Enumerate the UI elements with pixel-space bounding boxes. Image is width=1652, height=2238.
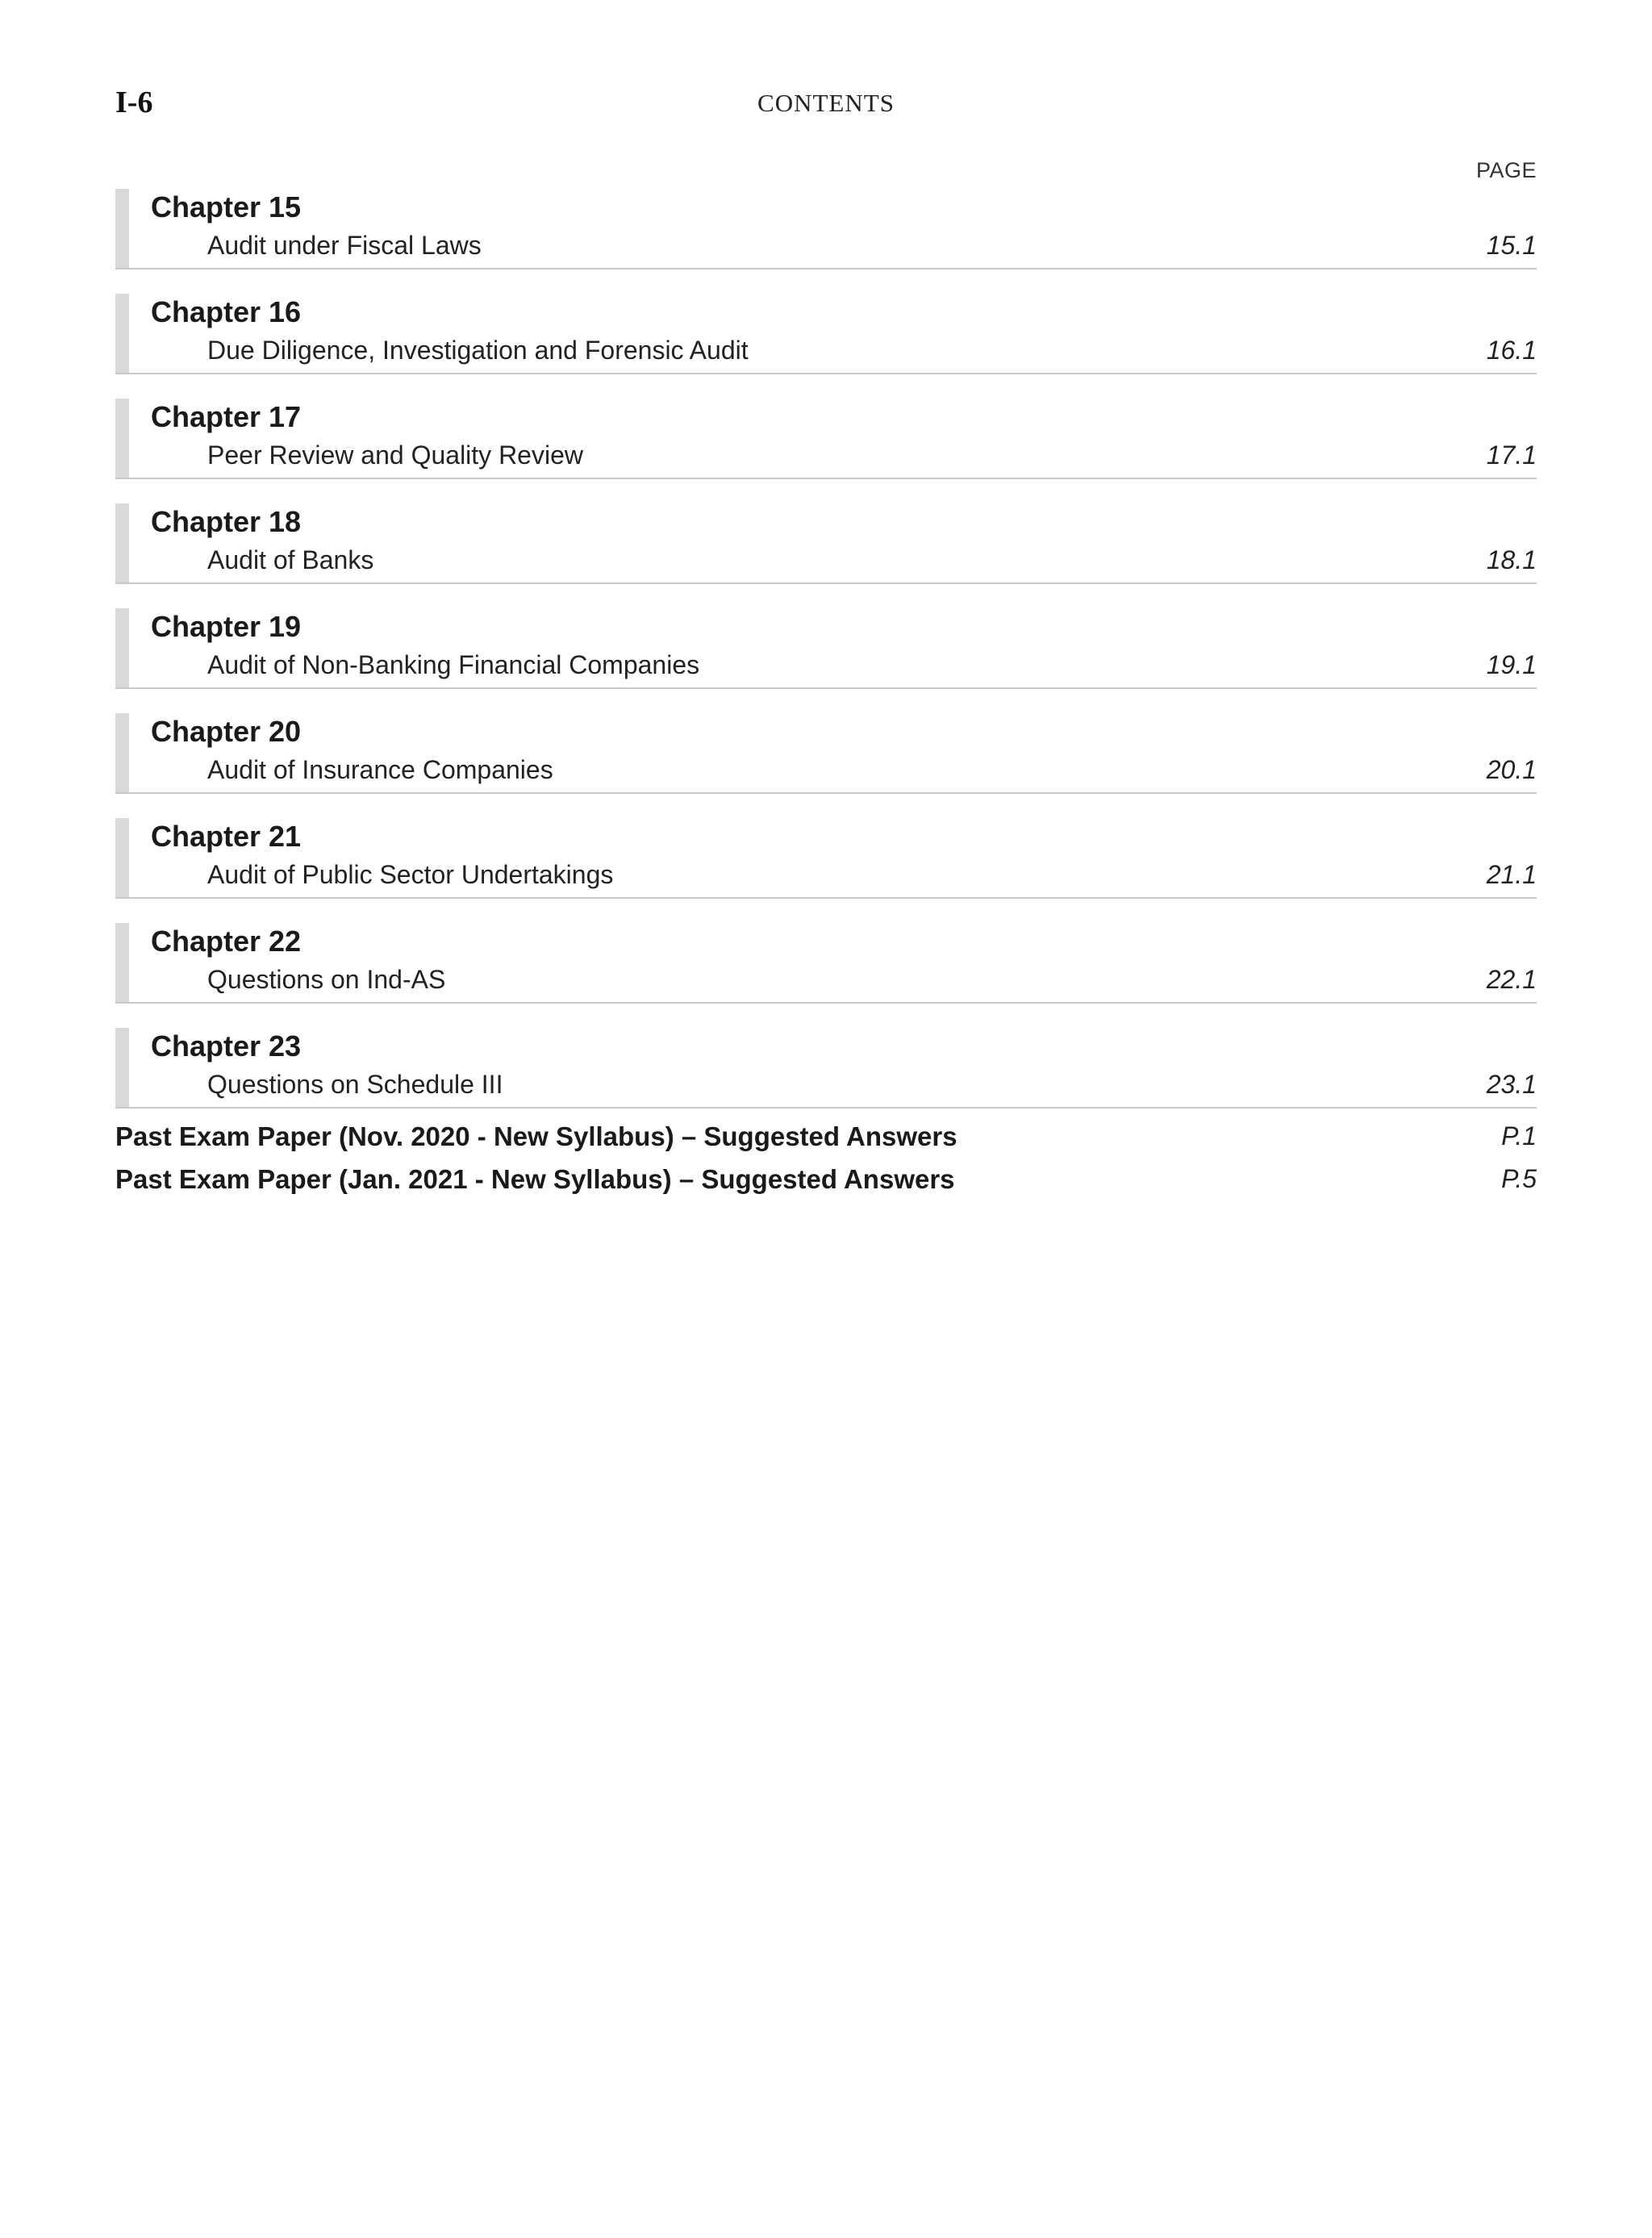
chapter-marker-bar (115, 399, 129, 478)
chapter-marker-bar (115, 189, 129, 268)
chapter-title: Peer Review and Quality Review (207, 441, 583, 470)
chapter-page-number: 16.1 (1486, 336, 1537, 365)
chapter-title: Audit of Insurance Companies (207, 755, 553, 784)
chapter-number: Chapter 16 (151, 295, 302, 328)
chapter-title: Audit of Non-Banking Financial Companies (207, 650, 700, 679)
toc-entry-past-paper-nov-2020[interactable] (115, 1121, 1537, 1164)
chapter-title: Audit of Public Sector Undertakings (207, 860, 614, 889)
toc-entry-chapter-20[interactable] (115, 713, 1537, 794)
toc-entry-chapter-19[interactable] (115, 608, 1537, 689)
chapter-number: Chapter 17 (151, 400, 302, 433)
chapter-number: Chapter 15 (151, 190, 302, 223)
chapter-marker-bar (115, 713, 129, 792)
chapter-page-number: 23.1 (1486, 1070, 1537, 1099)
past-paper-page-number: P.5 (1501, 1164, 1537, 1193)
chapter-page-number: 20.1 (1486, 755, 1537, 784)
chapter-title: Audit of Banks (207, 545, 374, 574)
toc-entry-chapter-22[interactable] (115, 923, 1537, 1004)
chapter-marker-bar (115, 923, 129, 1002)
chapter-page-number: 18.1 (1486, 545, 1537, 574)
chapter-marker-bar (115, 818, 129, 897)
past-paper-title: Past Exam Paper (Jan. 2021 - New Syllabus) – Suggested Answers (115, 1164, 955, 1194)
running-title: CONTENTS (757, 89, 895, 117)
past-exam-papers-list (115, 1121, 1537, 1207)
toc-entry-chapter-18[interactable] (115, 503, 1537, 584)
chapter-marker-bar (115, 608, 129, 687)
chapter-page-number: 15.1 (1486, 231, 1537, 260)
chapter-number: Chapter 19 (151, 610, 302, 643)
chapter-page-number: 17.1 (1486, 441, 1537, 470)
chapter-marker-bar (115, 1028, 129, 1107)
chapter-number: Chapter 22 (151, 925, 302, 958)
chapter-title: Due Diligence, Investigation and Forensic Audit (207, 336, 749, 365)
chapter-marker-bar (115, 294, 129, 373)
toc-entry-chapter-21[interactable] (115, 818, 1537, 899)
toc-entry-chapter-17[interactable] (115, 399, 1537, 479)
page-column-heading: PAGE (1475, 158, 1537, 182)
table-of-contents (115, 189, 1537, 1133)
page-folio: I-6 (115, 86, 153, 119)
past-paper-page-number: P.1 (1501, 1121, 1537, 1150)
chapter-title: Questions on Schedule III (207, 1070, 503, 1099)
chapter-title: Questions on Ind-AS (207, 965, 446, 994)
toc-entry-chapter-23[interactable] (115, 1028, 1537, 1109)
chapter-number: Chapter 21 (151, 820, 302, 853)
chapter-number: Chapter 20 (151, 715, 302, 748)
chapter-page-number: 22.1 (1486, 965, 1537, 994)
past-paper-title: Past Exam Paper (Nov. 2020 - New Syllabus) – Suggested Answers (115, 1121, 957, 1151)
toc-entry-past-paper-jan-2021[interactable] (115, 1164, 1537, 1207)
toc-entry-chapter-15[interactable] (115, 189, 1537, 269)
chapter-page-number: 21.1 (1486, 860, 1537, 889)
chapter-number: Chapter 23 (151, 1029, 302, 1063)
chapter-title: Audit under Fiscal Laws (207, 231, 482, 260)
toc-entry-chapter-16[interactable] (115, 294, 1537, 374)
chapter-number: Chapter 18 (151, 505, 302, 538)
chapter-marker-bar (115, 503, 129, 582)
chapter-page-number: 19.1 (1486, 650, 1537, 679)
